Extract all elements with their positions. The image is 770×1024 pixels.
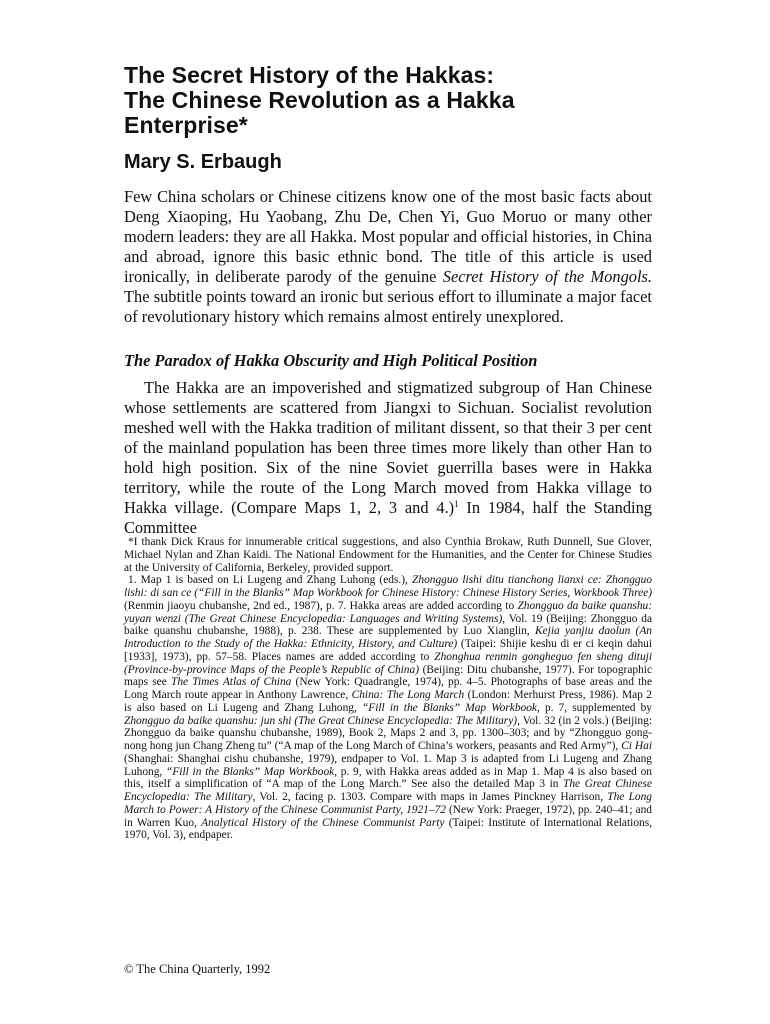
footnotes bbox=[124, 536, 652, 842]
footnote-italic-segment: The Long March to Power: A History of the Chinese Communist Party, 1921–72 bbox=[124, 791, 652, 816]
intro-italic-title: Secret History of the Mongols. bbox=[442, 267, 652, 286]
footnote-italic-segment: Analytical History of the Chinese Communist Party bbox=[201, 816, 445, 829]
footnote-text-segment: (London: Merhurst Press, 1986). Map 2 is also based on Li Lugeng and Zhang Luhong, bbox=[124, 689, 652, 714]
footnote-ref[interactable]: 1 bbox=[454, 499, 459, 509]
intro-text: Few China scholars or Chinese citizens know one of the most basic facts about Deng Xiaoping, Hu Yaobang, Zhu De, Chen Yi, Guo Moruo or many other modern leaders: they are all Hakka. Most popular and official histories, in China and abroad, ignore this basic ethnic bond. The title of this article is used ironically, in deliberate parody of the genuine bbox=[124, 187, 652, 286]
intro-text: The subtitle points toward an ironic but serious effort to illuminate a major facet of revolutionary history which remains almost entirely unexplored. bbox=[124, 287, 652, 326]
section-heading: The Paradox of Hakka Obscurity and High Political Position bbox=[124, 351, 538, 370]
footnote-text-segment: , Vol. 2, facing p. 1303. Compare with maps in James Pinckney Harrison, bbox=[252, 791, 608, 803]
footnote-text-segment: 1. Map 1 is based on Li Lugeng and Zhang Luhong (eds.), bbox=[128, 574, 413, 587]
body-text: The Hakka are an impoverished and stigmatized subgroup of Han Chinese whose settlements are scattered from Jiangxi to Sichuan. Socialist revolution meshed well with the Hakka tradition of militant dissent, so that their 3 per cent of the mainland population has been three times more likely than other Han to hold high position. Six of the nine Soviet guerrilla bases were in Hakka territory, while the route of the Long March moved from Hakka village to Hakka village. (Compare Maps 1, 2, 3 and 4.) bbox=[124, 378, 652, 517]
footnote-text-segment: , p. 7, supplemented by bbox=[537, 701, 652, 714]
intro-paragraph bbox=[124, 187, 652, 327]
footnote-text-segment: , Vol. 32 (in 2 vols.) (Beijing: Zhongguo da baike quanshu chubanshe, 1989), Book 2, Maps 2 and 3, pp. 1300–303; and by “Zhongguo gong-nong hong jun Chang Zheng tu” (“A map of the Long March of China’s workers, peasants and Red Army”), bbox=[124, 714, 652, 752]
footnote-italic-segment: The Great Chinese Encyclopedia: The Military bbox=[124, 778, 652, 803]
author-name: Mary S. Erbaugh bbox=[124, 151, 282, 173]
footnote-italic-segment: Kejia yanjiu daolun (An Introduction to the Study of the Hakka: Ethnicity, History, and Culture) bbox=[124, 625, 652, 650]
footnote-italic-segment: China: The Long March bbox=[351, 689, 465, 701]
body-paragraph bbox=[124, 378, 652, 538]
footnote-italic-segment: Zhongguo lishi ditu tianchong lianxi ce: Zhongguo lishi: di san ce (“Fill in the Blanks” Map Workbook for Chinese History: Chinese History Series, Workbook Three) bbox=[124, 574, 653, 599]
footnote-text-segment: , Vol. 19 (Beijing: Zhongguo da baike quanshu chubanshe, 1988), p. 238. These are supplemented by Luo Xianglin, bbox=[124, 612, 652, 638]
body-text: In 1984, half the Standing Committee bbox=[124, 498, 652, 537]
footnote-text-segment: (New York: Quadrangle, 1974), pp. 4–5. Photographs of base areas and the Long March route appear in Anthony Lawrence, bbox=[124, 676, 652, 701]
footnote-text-segment: (Taipei: Institute of International Relations, 1970, Vol. 3), endpaper. bbox=[124, 816, 652, 842]
footnote-acknowledgement: *I thank Dick Kraus for innumerable critical suggestions, and also Cynthia Brokaw, Ruth Dunnell, Sue Glover, Michael Nylan and Zhan Kaidi. The National Endowment for the Humanities, and the Center for Chinese Studies at the University of California, Berkeley, provided support. bbox=[124, 536, 652, 574]
footnote-text-segment: (Shanghai: Shanghai cishu chubanshe, 1979), endpaper to Vol. 1. Map 3 is adapted from Li Lugeng and Zhang Luhong, bbox=[124, 752, 652, 778]
footnote-italic-segment: Zhonghua renmin gongheguo fen sheng dituji (Province-by-province Maps of the People’s Republic of China) bbox=[124, 650, 652, 676]
footnote-italic-segment: “Fill in the Blanks” Map Workbook bbox=[361, 701, 537, 714]
article-title-line: The Chinese Revolution as a Hakka bbox=[124, 87, 515, 113]
copyright-line: © The China Quarterly, 1992 bbox=[124, 962, 271, 976]
article-title-line: The Secret History of the Hakkas: bbox=[124, 62, 495, 88]
footnote-text-segment: , p. 9, with Hakka areas added as in Map 1. Map 4 is also based on this, itself a simplification of “A map of the Long March.” See also the detailed Map 3 in bbox=[124, 765, 652, 791]
footnote-text-segment: (Taipei: Shijie keshu di er ci keqin dahui [1933], 1973), pp. 57–58. Places names are added according to bbox=[124, 638, 652, 663]
footnote-text-segment: (Renmin jiaoyu chubanshe, 2nd ed., 1987), p. 7. Hakka areas are added according to bbox=[124, 599, 518, 612]
footnote-text-segment: (Beijing: Ditu chubanshe, 1977). For topographic maps see bbox=[124, 663, 652, 689]
article-title-line: Enterprise* bbox=[124, 112, 248, 138]
footnote-italic-segment: “Fill in the Blanks” Map Workbook bbox=[166, 765, 335, 778]
footnote-italic-segment: Ci Hai bbox=[621, 740, 652, 752]
footnote-italic-segment: Zhongguo da baike quanshu: jun shi (The Great Chinese Encyclopedia: The Military) bbox=[124, 714, 518, 727]
article-title bbox=[124, 63, 684, 138]
footnote-text-segment: (New York: Praeger, 1972), pp. 240–41; and in Warren Kuo, bbox=[124, 803, 652, 829]
footnote-italic-segment: The Times Atlas of China bbox=[170, 676, 292, 689]
footnote-1 bbox=[124, 574, 652, 842]
footnote-italic-segment: Zhongguo da baike quanshu: yuyan wenzi (The Great Chinese Encyclopedia: Languages and Writing Systems) bbox=[124, 599, 653, 625]
